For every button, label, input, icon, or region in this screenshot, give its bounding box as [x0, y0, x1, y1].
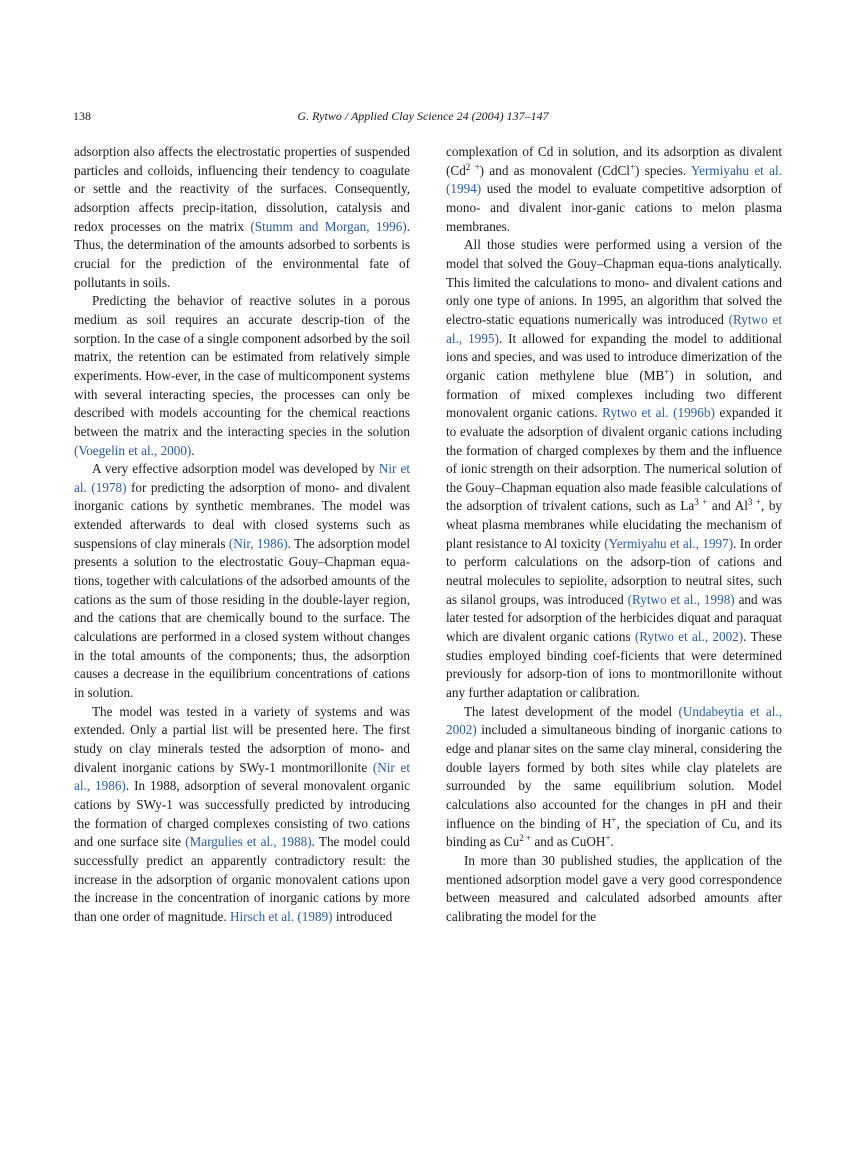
- text-run: . The adsorption model presents a solution to the electrostatic Gouy–Chapman equa-tions, together with calculations of the adsorbed amounts of the cations as the sum of those residing in the double-layer region, and the cations that are chemically bound to the surface. The calculations are performed in a closed system without changes in the total amounts of the components; thus, the adsorption causes a decrease in the equilibrium concentrations of cations in solution.: [74, 535, 410, 701]
- superscript: 2 +: [519, 833, 532, 844]
- text-run: All those studies were performed using a version of the model that solved the Gouy–Chapman equa-tions analytically. This limited the calculations to mono- and divalent cations and only one type of anions. In 1995, an algorithm that solved the electro-static equations numerically was introduced: [446, 237, 782, 327]
- text-run: used the model to evaluate competitive adsorption of mono- and divalent inor-ganic cations to melon plasma membranes.: [446, 181, 782, 234]
- paragraph: [74, 292, 410, 460]
- paragraph: [74, 460, 410, 703]
- text-run: The latest development of the model: [464, 703, 679, 719]
- citation-link[interactable]: (Margulies et al., 1988): [185, 834, 312, 850]
- paragraph: [446, 143, 782, 236]
- text-run: for predicting the adsorption of mono- and divalent inorganic cations by synthetic membranes. The model was extended afterwards to deal with closed systems such as suspensions of clay minerals: [74, 479, 410, 551]
- citation-link[interactable]: (Rytwo et al., 1995): [446, 311, 782, 346]
- text-run: A very effective adsorption model was developed by: [92, 461, 379, 477]
- text-run: The model was tested in a variety of systems and was extended. Only a partial list will be presented here. The first study on clay minerals tested the adsorption of mono- and divalent inorganic cations by SWy-1 montmorillonite: [74, 703, 410, 775]
- text-run: . It allowed for expanding the model to additional ions and species, and was used to introduce dimerization of the organic cation methylene blue (MB: [446, 330, 782, 383]
- text-run: . In order to perform calculations on the adsorp-tion of cations and neutral molecules to sepiolite, adsorption to neutral sites, such as silanol groups, was introduced: [446, 535, 782, 607]
- text-run: In more than 30 published studies, the application of the mentioned adsorption model gave a very good correspondence between measured and calculated adsorbed amounts after calibrating the model for the: [446, 852, 782, 924]
- page-number: 138: [73, 109, 91, 123]
- running-title: G. Rytwo / Applied Clay Science 24 (2004) 137–147: [297, 109, 549, 123]
- paragraph: [446, 852, 782, 927]
- citation-link[interactable]: (Nir, 1986): [228, 535, 288, 551]
- citation-link[interactable]: (Undabeytia et al., 2002): [446, 703, 782, 738]
- text-run: and as CuOH: [531, 834, 606, 850]
- text-run: . In 1988, adsorption of several monovalent organic cations by SWy-1 was successfully predicted by introducing the formation of charged complexes consisting of two cations and one surface site: [74, 778, 410, 850]
- left-column: [74, 143, 410, 927]
- text-run: , the speciation of Cu, and its binding as Cu: [446, 815, 783, 850]
- citation-link[interactable]: (Voegelin et al., 2000): [74, 442, 192, 458]
- text-run: , by wheat plasma membranes while elucidating the mechanism of plant resistance to Al toxicity: [446, 498, 783, 551]
- paragraph: [74, 703, 410, 927]
- citation-link[interactable]: (Stumm and Morgan, 1996): [250, 218, 407, 234]
- citation-link[interactable]: Nir et al. (1978): [74, 461, 410, 495]
- superscript: 3 +: [747, 497, 761, 508]
- text-run: ) species.: [635, 162, 691, 178]
- text-run: and was later tested for adsorption of the herbicides diquat and paraquat which are divalent organic cations: [446, 591, 782, 645]
- superscript: +: [664, 366, 670, 377]
- paragraph: [446, 236, 782, 702]
- superscript: +: [605, 833, 611, 844]
- paragraph: [74, 143, 410, 292]
- text-run: . Thus, the determination of the amounts adsorbed to sorbents is crucial for the prediction of the environmental fate of pollutants in soils.: [74, 218, 410, 290]
- text-run: ) and as monovalent (CdCl: [479, 162, 630, 178]
- superscript: +: [629, 161, 636, 172]
- text-run: . These studies employed binding coef-ficients that were determined previously for adsorp-tion of ions to montmorillonite without any further adaptation or calibration.: [446, 629, 783, 701]
- text-run: expanded it to evaluate the adsorption of divalent organic cations including the formation of charged complexes by them and the influence of ionic strength on their adsorption. The numerical solution of the Gouy–Chapman equation also made feasible calculations of the adsorption of trivalent cations, such as La: [446, 405, 782, 514]
- text-run: adsorption also affects the electrostatic properties of suspended particles and colloids, influencing their tendency to coagulate or settle and the reactivity of the surfaces. Consequently, adsorption affects precip-itation, dissolution, catalysis and redox processes on the matrix: [74, 144, 410, 234]
- citation-link[interactable]: Rytwo et al. (1996b): [602, 405, 715, 421]
- citation-link[interactable]: (Nir et al., 1986): [74, 759, 410, 794]
- text-run: complexation of Cd in solution, and its adsorption as divalent (Cd: [446, 144, 782, 178]
- right-column: [446, 143, 782, 927]
- citation-link[interactable]: Hirsch et al. (1989): [230, 908, 333, 924]
- citation-link[interactable]: (Yermiyahu et al., 1997): [604, 535, 734, 551]
- text-run: and Al: [707, 498, 748, 514]
- text-run: included a simultaneous binding of inorganic cations to edge and planar sites on the same clay mineral, considering the double layers formed by both sites while clay platelets are surrounded by the same equilibrium solution. Model calculations also accounted for the changes in pH and their influence on the binding of H: [446, 722, 782, 831]
- text-run: . The model could successfully predict an apparently contradictory result: the increase in the adsorption of organic monovalent cations upon the increase in the concentration of inorganic cations by more than one order of magnitude.: [74, 834, 410, 924]
- citation-link[interactable]: (Rytwo et al., 2002): [634, 629, 744, 645]
- superscript: 2 +: [465, 161, 480, 172]
- text-run: .: [191, 442, 195, 458]
- text-run: .: [610, 834, 614, 850]
- text-run: ) in solution, and formation of mixed complexes including two different monovalent organic cations.: [446, 367, 782, 421]
- citation-link[interactable]: (Rytwo et al., 1998): [627, 591, 735, 607]
- superscript: 3 +: [694, 497, 708, 508]
- text-run: Predicting the behavior of reactive solutes in a porous medium as soil requires an accurate descrip-tion of the sorption. In the case of a single component adsorbed by the soil matrix, the retention can be estimated from relatively simple experiments. How-ever, in the case of multicomponent systems with several interacting species, the processes can only be described with models accounting for the chemical reactions between the matrix and the interacting species in the solution: [74, 293, 410, 439]
- text-run: introduced: [332, 908, 393, 924]
- citation-link[interactable]: Yermiyahu et al. (1994): [446, 162, 782, 197]
- superscript: +: [611, 814, 617, 825]
- paragraph: [446, 703, 782, 852]
